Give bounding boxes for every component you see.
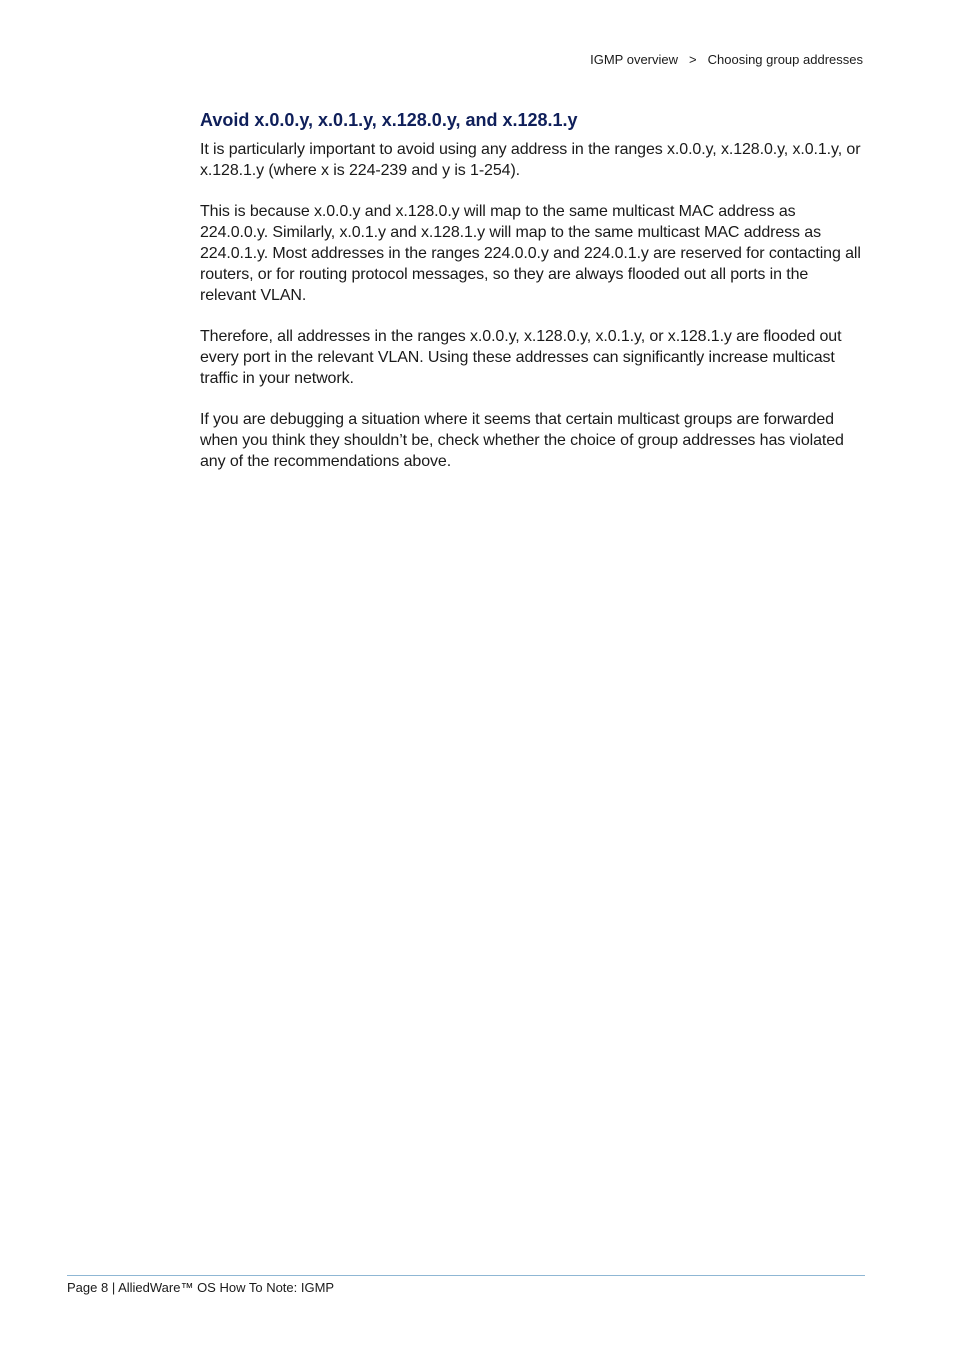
paragraph-1: It is particularly important to avoid using any address in the ranges x.0.0.y, x.128.0.y, x.0.1.y, or x.128.1.y (where x is 224-239 and y is 1-254). bbox=[200, 141, 861, 179]
paragraph-2: This is because x.0.0.y and x.128.0.y will map to the same multicast MAC address as 224.0.0.y. Similarly, x.0.1.y and x.128.1.y will map to the same multicast MAC address as 224.0.1.y. Most addresses in the ranges 224.0.0.y and 224.0.1.y are reserved for contacting all routers, or for routing protocol messages, so they are always flooded out all ports in the relevant VLAN. bbox=[200, 203, 861, 304]
section-heading: Avoid x.0.0.y, x.0.1.y, x.128.0.y, and x.128.1.y bbox=[200, 110, 578, 130]
footer-divider bbox=[67, 1275, 865, 1276]
page-footer: Page 8 | AlliedWare™ OS How To Note: IGMP bbox=[67, 1280, 335, 1295]
breadcrumb-section: IGMP overview bbox=[590, 52, 679, 67]
paragraph-4: If you are debugging a situation where it seems that certain multicast groups are forwarded when you think they shouldn’t be, check whether the choice of group addresses has violated any of the recommendations above. bbox=[200, 411, 844, 470]
paragraph-3: Therefore, all addresses in the ranges x.0.0.y, x.128.0.y, x.0.1.y, or x.128.1.y are flooded out every port in the relevant VLAN. Using these addresses can significantly increase multicast traffic in your network. bbox=[200, 328, 842, 387]
breadcrumb-page: Choosing group addresses bbox=[707, 52, 863, 67]
main-content bbox=[200, 108, 864, 492]
breadcrumb-separator: > bbox=[689, 52, 697, 67]
breadcrumb bbox=[590, 52, 863, 67]
